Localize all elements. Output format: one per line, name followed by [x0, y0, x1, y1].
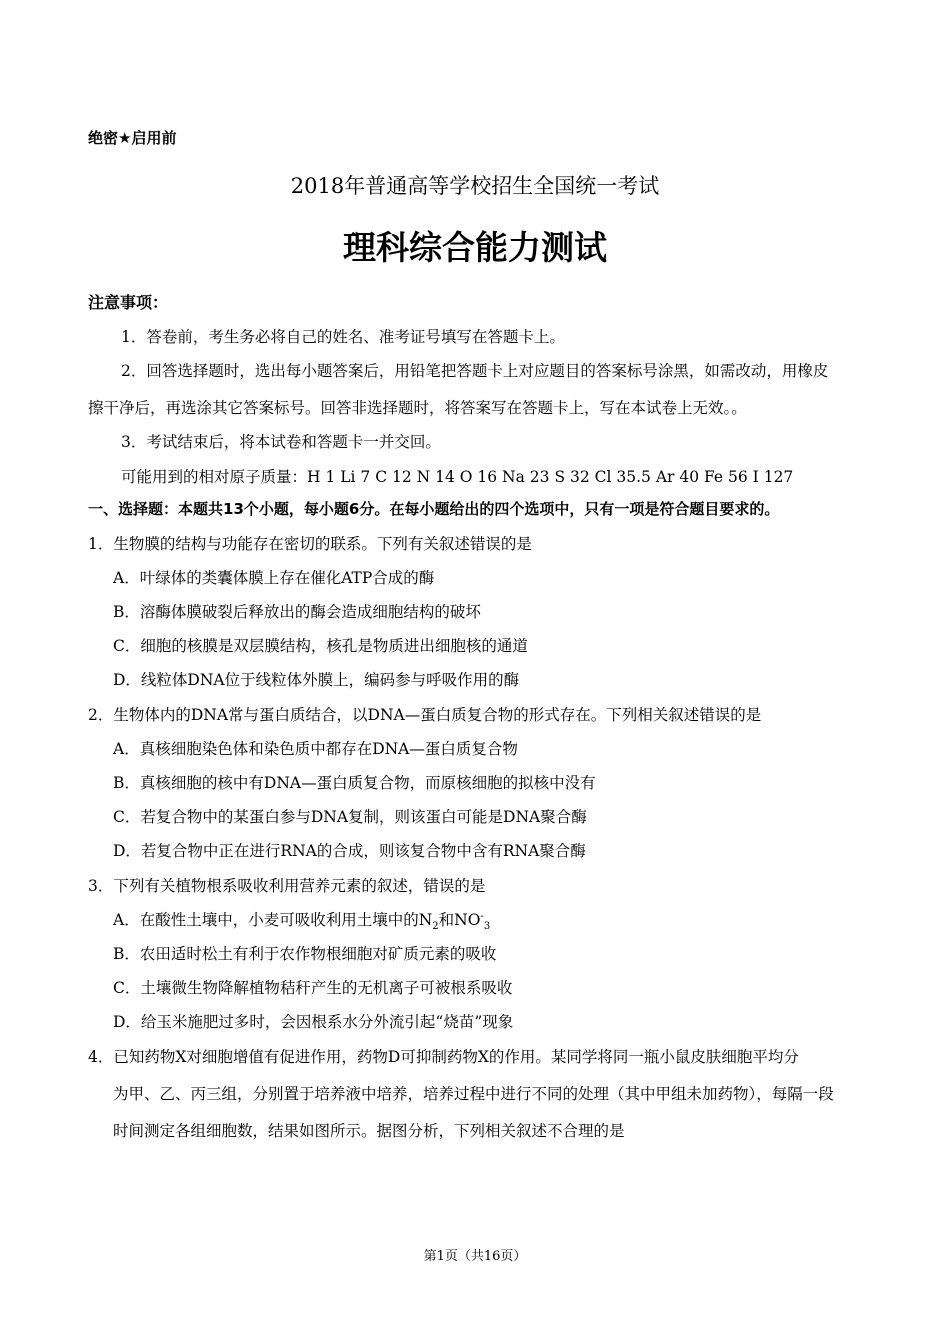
q3-option-b: B．农田适时松土有利于农作物根细胞对矿质元素的吸收 [113, 945, 497, 963]
q3-option-a [113, 908, 490, 932]
q3-option-c: C．土壤微生物降解植物秸秆产生的无机离子可被根系吸收 [113, 979, 513, 997]
notice-item-1: 1．答卷前，考生务必将自己的姓名、准考证号填写在答题卡上。 [121, 328, 565, 346]
confidential-label: 绝密★启用前 [88, 129, 177, 147]
q4-stem-line-1: 4．已知药物X对细胞增值有促进作用，药物D可抑制药物X的作用。某同学将同一瓶小鼠皮肤细胞平均分 [88, 1048, 799, 1066]
q2-option-a: A．真核细胞染色体和染色质中都存在DNA—蛋白质复合物 [113, 740, 518, 758]
exam-subtitle: 2018年普通高等学校招生全国统一考试 [290, 174, 660, 198]
q1-stem: 1．生物膜的结构与功能存在密切的联系。下列有关叙述错误的是 [88, 535, 532, 553]
q2-stem: 2．生物体内的DNA常与蛋白质结合，以DNA—蛋白质复合物的形式存在。下列相关叙述错误的是 [88, 706, 762, 724]
q3-option-a-mid: 和NO [438, 911, 481, 929]
q3-n2-subscript: 2 [432, 921, 439, 933]
q2-option-b: B．真核细胞的核中有DNA—蛋白质复合物，而原核细胞的拟核中没有 [113, 774, 596, 792]
q3-stem: 3．下列有关植物根系吸收利用营养元素的叙述，错误的是 [88, 877, 486, 895]
q3-no3-subscript: 3 [483, 921, 491, 933]
atomic-mass-line: 可能用到的相对原子质量：H 1 Li 7 C 12 N 14 O 16 Na 23 S 32 Cl 35.5 Ar 40 Fe 56 I 127 [121, 468, 794, 486]
q4-stem-line-3: 时间测定各组细胞数，结果如图所示。据图分析，下列相关叙述不合理的是 [113, 1122, 625, 1140]
q4-stem-line-2: 为甲、乙、丙三组，分别置于培养液中培养，培养过程中进行不同的处理（其中甲组未加药物），每隔一段 [113, 1085, 834, 1103]
q3-no3-superscript: - [480, 910, 484, 922]
q3-option-d: D．给玉米施肥过多时，会因根系水分外流引起“烧苗”现象 [113, 1013, 514, 1031]
q1-option-b: B．溶酶体膜破裂后释放出的酶会造成细胞结构的破坏 [113, 603, 481, 621]
q1-option-a: A．叶绿体的类囊体膜上存在催化ATP合成的酶 [113, 569, 435, 587]
page-footer: 第1页（共16页） [423, 1249, 527, 1264]
section-heading: 一、选择题：本题共13个小题，每小题6分。在每小题给出的四个选项中，只有一项是符合题目要求的。 [88, 500, 780, 518]
page-title: 理科综合能力测试 [343, 228, 607, 267]
q1-option-c: C．细胞的核膜是双层膜结构，核孔是物质进出细胞核的通道 [113, 637, 528, 655]
q3-option-a-text: A．在酸性土壤中，小麦可吸收利用土壤中的N [113, 911, 433, 929]
q1-option-d: D．线粒体DNA位于线粒体外膜上，编码参与呼吸作用的酶 [113, 671, 520, 689]
q2-option-d: D．若复合物中正在进行RNA的合成，则该复合物中含有RNA聚合酶 [113, 842, 586, 860]
notice-item-2-cont: 擦干净后，再选涂其它答案标号。回答非选择题时，将答案写在答题卡上，写在本试卷上无效。。 [88, 399, 747, 417]
notice-item-2: 2．回答选择题时，选出每小题答案后，用铅笔把答题卡上对应题目的答案标号涂黑，如需改动，用橡皮 [121, 362, 829, 380]
notice-item-3: 3．考试结束后，将本试卷和答题卡一并交回。 [121, 433, 441, 451]
q2-option-c: C．若复合物中的某蛋白参与DNA复制，则该蛋白可能是DNA聚合酶 [113, 808, 587, 826]
notice-heading: 注意事项： [88, 293, 169, 312]
